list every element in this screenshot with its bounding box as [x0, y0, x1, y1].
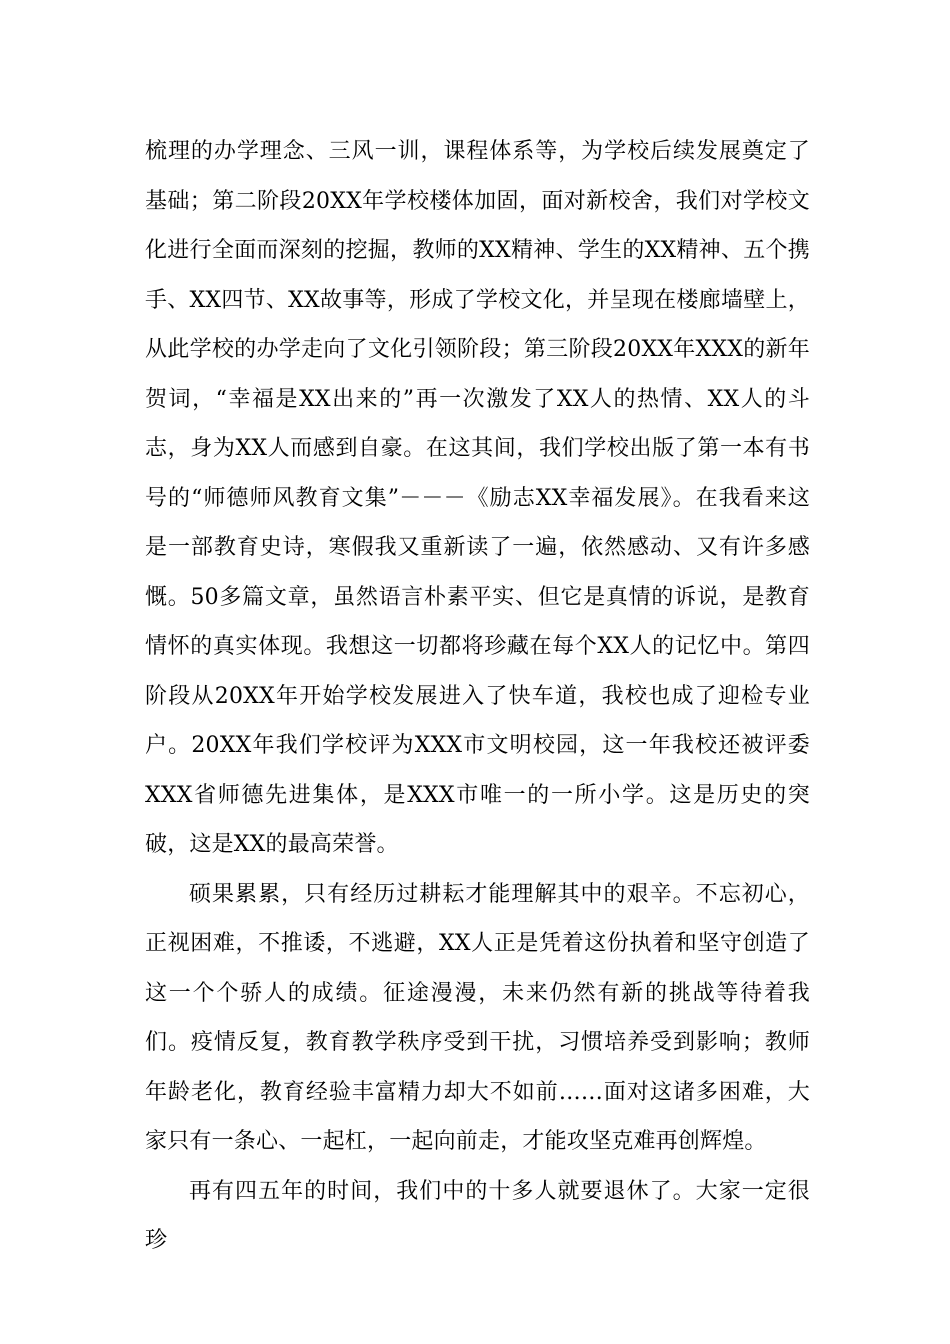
document-body: [145, 127, 810, 1266]
paragraph-achievements: 硕果累累，只有经历过耕耘才能理解其中的艰辛。不忘初心，正视困难，不推诿，不逃避，XX人正是凭着这份执着和坚守创造了这一个个骄人的成绩。征途漫漫，未来仍然有新的挑战等待着我们。疫情反复，教育教学秩序受到干扰，习惯培养受到影响；教师年龄老化，教育经验丰富精力却大不如前……面对这诸多困难，大家只有一条心、一起杠，一起向前走，才能攻坚克难再创辉煌。: [145, 881, 810, 1154]
paragraph-retirement: 再有四五年的时间，我们中的十多人就要退休了。大家一定很珍: [145, 1178, 810, 1253]
paragraph-continuation: 梳理的办学理念、三风一训，课程体系等，为学校后续发展奠定了基础；第二阶段20XX年学校楼体加固，面对新校舍，我们对学校文化进行全面而深刻的挖掘，教师的XX精神、学生的XX精神、五个携手、XX四节、XX故事等，形成了学校文化，并呈现在楼廊墙壁上，从此学校的办学走向了文化引领阶段；第三阶段20XX年XXX的新年贺词，“幸福是XX出来的”再一次激发了XX人的热情、XX人的斗志，身为XX人而感到自豪。在这其间，我们学校出版了第一本有书号的“师德师风教育文集”－－－《励志XX幸福发展》。在我看来这是一部教育史诗，寒假我又重新读了一遍，依然感动、又有许多感慨。50多篇文章，虽然语言朴素平实、但它是真情的诉说，是教育情怀的真实体现。我想这一切都将珍藏在每个XX人的记忆中。第四阶段从20XX年开始学校发展进入了快车道，我校也成了迎检专业户。20XX年我们学校评为XXX市文明校园，这一年我校还被评委XXX省师德先进集体，是XXX市唯一的一所小学。这是历史的突破，这是XX的最高荣誉。: [145, 139, 810, 857]
